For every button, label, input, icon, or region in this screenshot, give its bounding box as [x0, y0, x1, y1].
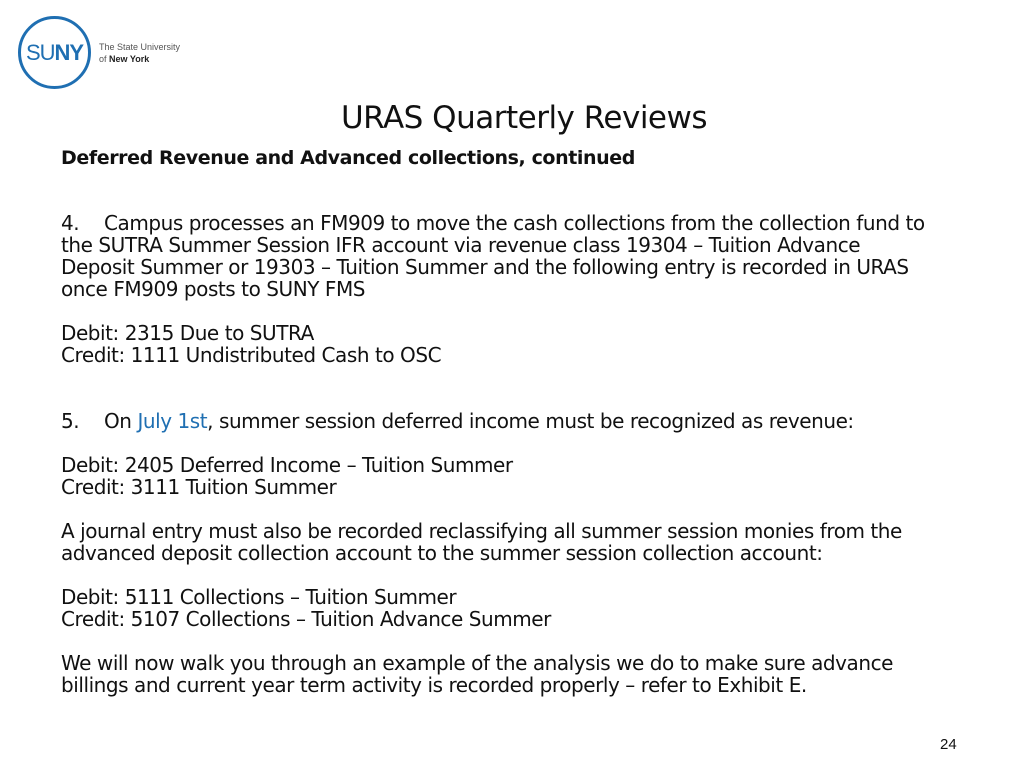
item5-credit2: Credit: 5107 Collections – Tuition Advance Summer	[61, 607, 551, 631]
item4-number: 4.	[61, 211, 80, 235]
logo-line1: The State University	[99, 41, 181, 52]
item4-line1	[61, 212, 1021, 234]
spacer	[61, 498, 1021, 520]
item5-journal-line1: A journal entry must also be recorded reclassifying all summer session monies from the	[61, 519, 902, 543]
item4-text-line1: Campus processes an FM909 to move the cash collections from the collection fund to	[104, 211, 925, 235]
item5-text-prefix: On	[104, 409, 138, 433]
item5-text-suffix: , summer session deferred income must be recognized as revenue:	[207, 409, 854, 433]
suny-logo-mark	[18, 16, 91, 89]
item4-credit: Credit: 1111 Undistributed Cash to OSC	[61, 343, 442, 367]
spacer	[61, 432, 1021, 454]
spacer	[61, 366, 1021, 410]
item5-date-highlight: July 1st	[137, 409, 208, 433]
logo-line2	[99, 53, 180, 65]
item5-debit: Debit: 2405 Deferred Income – Tuition Summer	[61, 453, 513, 477]
logo-line2-prefix: of	[99, 53, 107, 64]
item5-closing-line1: We will now walk you through an example of the analysis we do to make sure advance	[61, 651, 893, 675]
item5-closing-line2: billings and current year term activity is recorded properly – refer to Exhibit E.	[61, 673, 807, 697]
item4-text-line3: Deposit Summer or 19303 – Tuition Summer and the following entry is recorded in URAS	[61, 255, 909, 279]
spacer	[61, 300, 1021, 322]
logo-su: SU	[25, 39, 55, 65]
page-number: 24	[940, 736, 957, 753]
item5-number: 5.	[61, 409, 80, 433]
item4-text-line4: once FM909 posts to SUNY FMS	[61, 277, 365, 301]
spacer	[61, 630, 1021, 652]
slide-subtitle: Deferred Revenue and Advanced collections, continued	[61, 147, 635, 169]
logo-wordmark	[99, 41, 180, 65]
suny-logo	[18, 16, 180, 89]
slide-title: URAS Quarterly Reviews	[340, 100, 708, 136]
item4-text-line2: the SUTRA Summer Session IFR account via revenue class 19304 – Tuition Advance	[61, 233, 861, 257]
item5-debit2: Debit: 5111 Collections – Tuition Summer	[61, 585, 457, 609]
item5-line1	[61, 410, 1021, 432]
spacer	[61, 564, 1021, 586]
item5-credit: Credit: 3111 Tuition Summer	[61, 475, 337, 499]
item4-debit: Debit: 2315 Due to SUTRA	[61, 321, 314, 345]
logo-ny: NY	[54, 39, 84, 65]
slide-body	[61, 212, 1021, 696]
logo-line2-name: New York	[109, 53, 150, 64]
item5-journal-line2: advanced deposit collection account to the summer session collection account:	[61, 541, 823, 565]
